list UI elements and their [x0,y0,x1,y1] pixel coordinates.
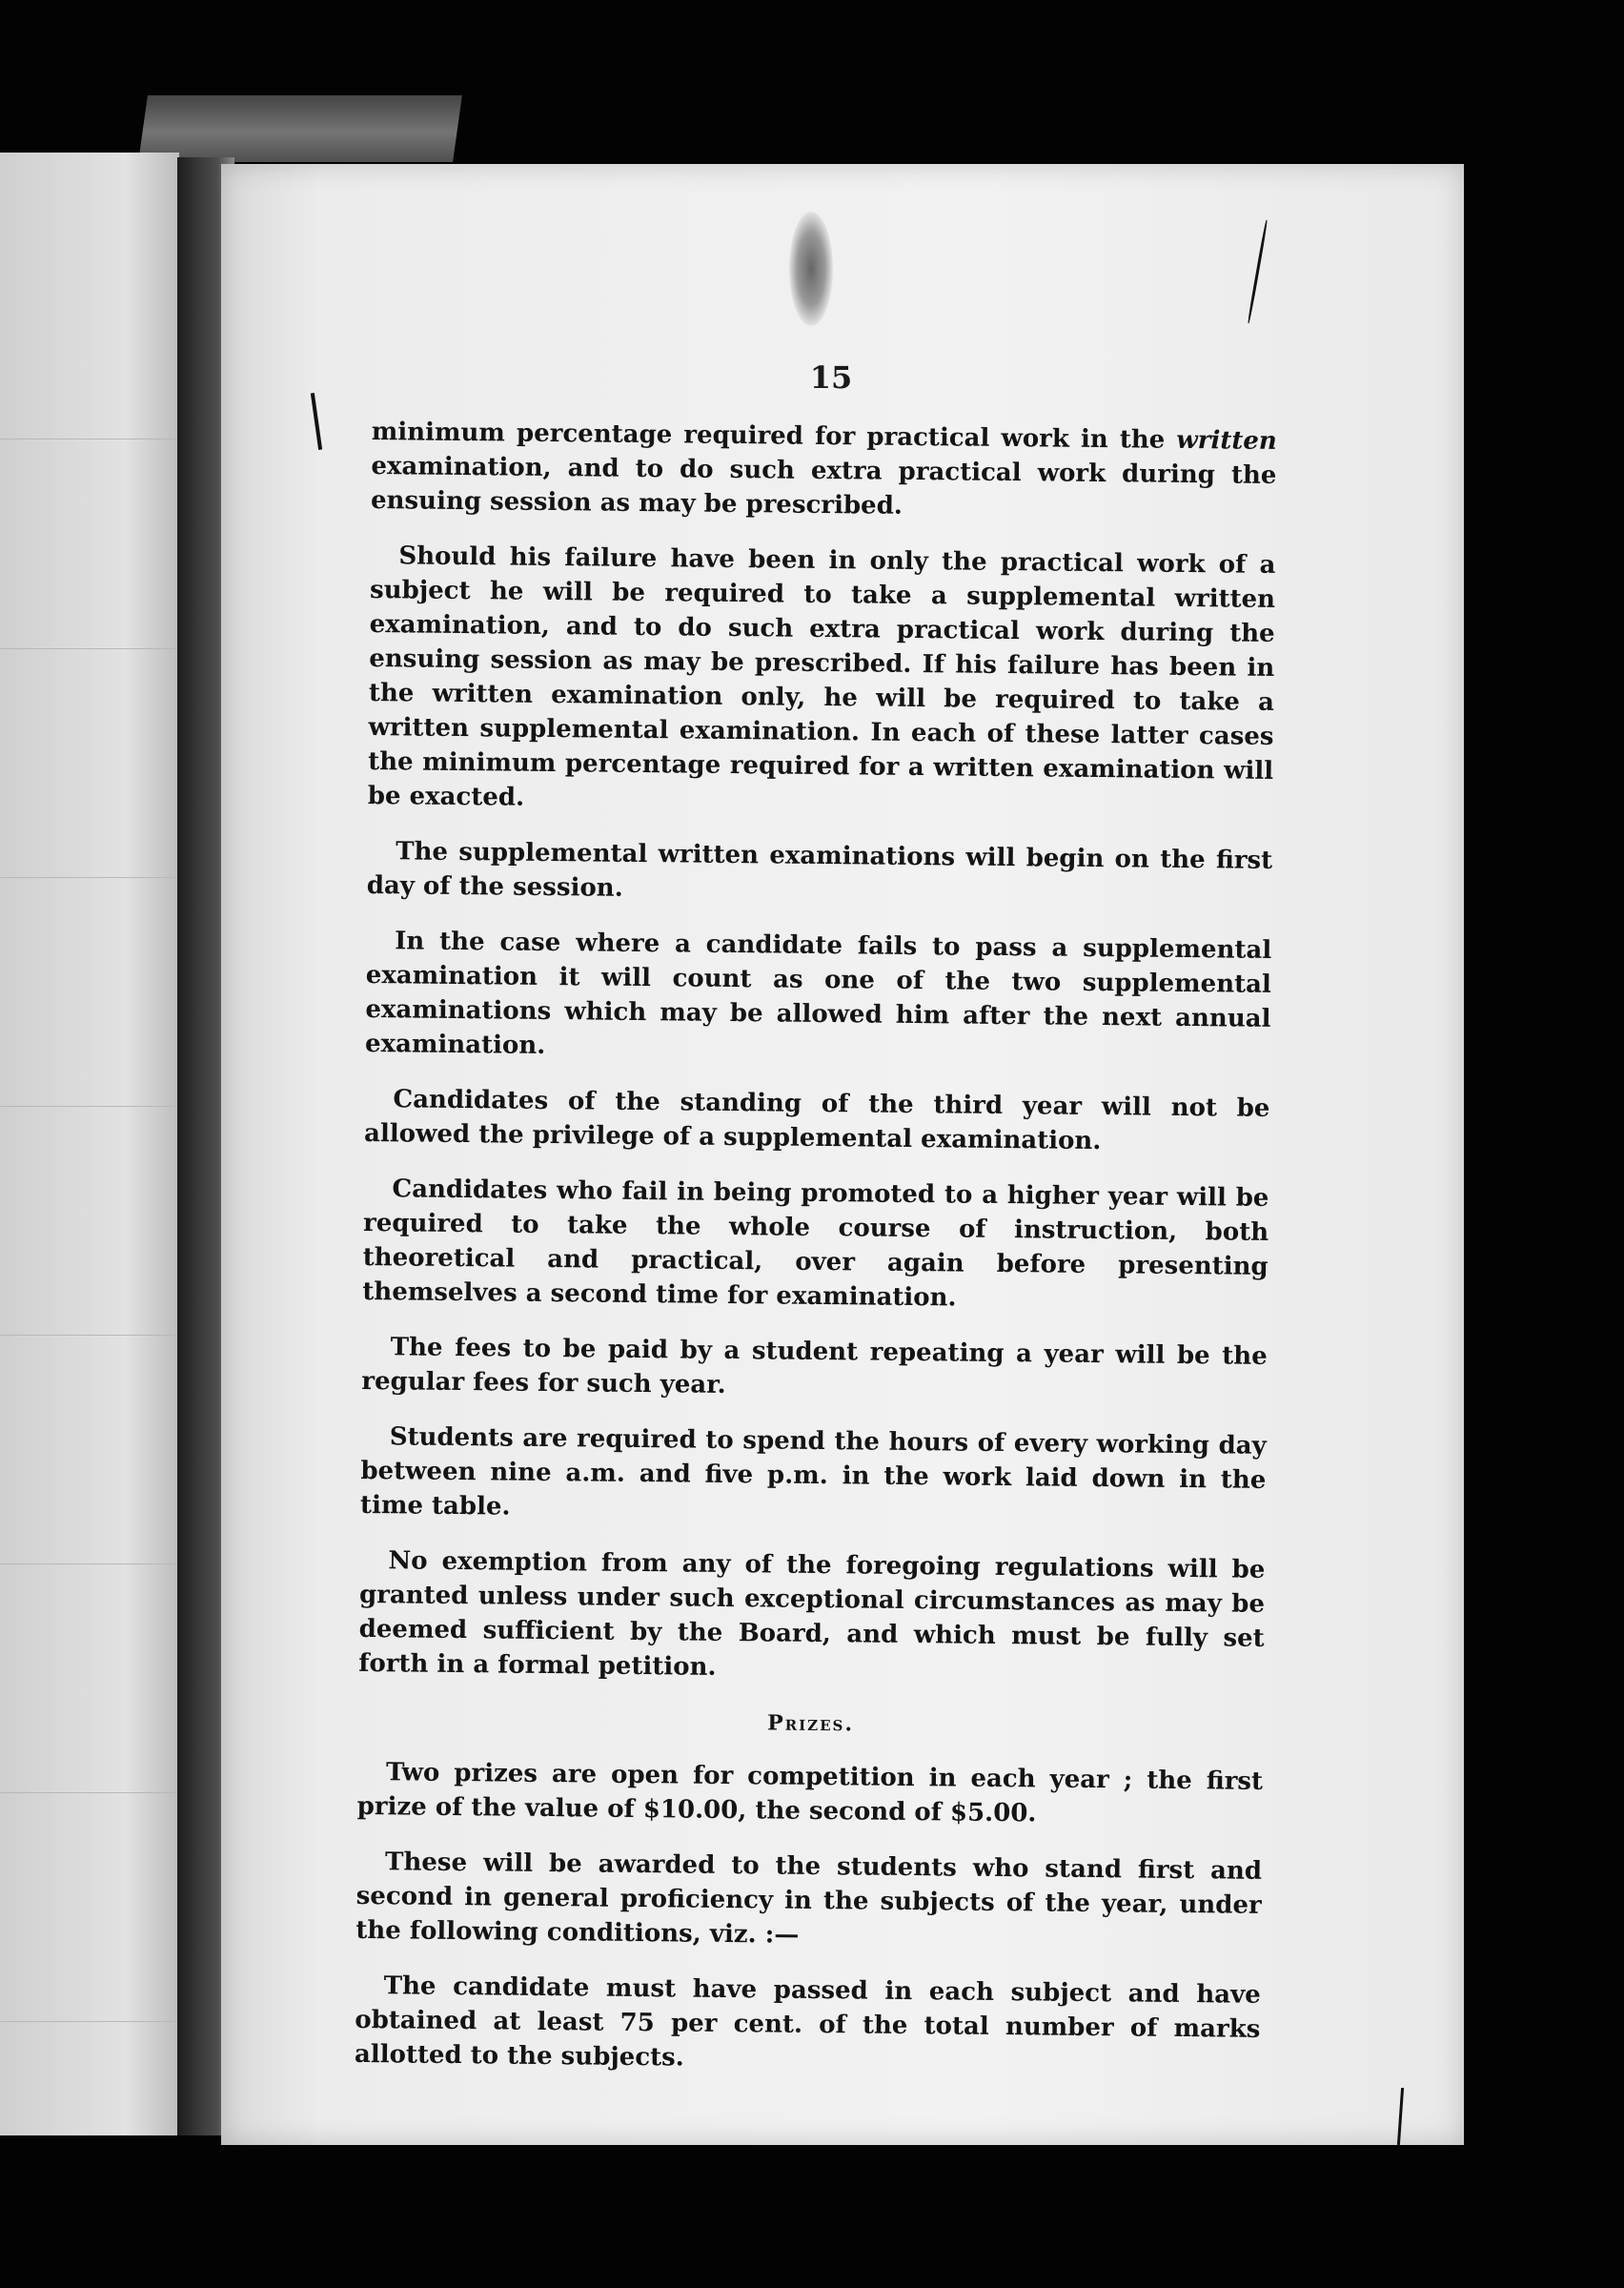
paragraph: These will be awarded to the students who stand first and second in general proficiency in the subjects of the year, under the following conditions, viz. :— [355,1848,1263,1950]
paragraph: No exemption from any of the foregoing regulations will be granted unless under such exceptional circumstances as may be deemed sufficient by the Board, and which must be fully set forth in a formal petition. [358,1546,1266,1682]
paragraph: The supplemental written examinations will begin on the first day of the session. [366,837,1273,903]
paragraph-text: minimum percentage required for practical work in the [371,417,1177,455]
paragraph: Candidates of the standing of the third year will not be allowed the privilege of a supplemental examination. [363,1085,1270,1156]
left-page-rule [0,877,179,878]
paragraph: Two prizes are open for competition in each year ; the first prize of the value of $10.00, the second of $5.00. [356,1758,1264,1828]
paragraph: Candidates who fail in being promoted to a higher year will be required to take the whole course of instruction, both theoretical and practical, over again before presenting themselves a second time for examination. [362,1175,1269,1313]
left-page-rule [0,1792,179,1793]
paragraph: The candidate must have passed in each subject and have obtained at least 75 per cent. of the total number of marks allotted to the subjects. [354,1971,1261,2073]
left-page-rule [0,1335,179,1336]
paragraph: The fees to be paid by a student repeating a year will be the regular fees for such year. [361,1333,1268,1399]
section-heading: Prizes. [767,1710,855,1737]
paragraph: Students are required to spend the hours of every working day between nine a.m. and five p.m. in the work laid down in the time table. [359,1422,1267,1522]
top-paper-scrap [138,95,462,162]
paragraph [371,415,1277,527]
left-page-rule [0,1106,179,1107]
italic-word: written [1176,425,1277,456]
paragraph: In the case where a candidate fails to pass a supplemental examination it will count as one of the two supplemental examinations which may be allowed him after the next annual examination. [364,927,1272,1060]
left-page-rule [0,1563,179,1564]
paragraph: Should his failure have been in only the practical work of a subject he will be required to take a supplemental written examination, and to do such extra practical work during the ensuing session as may be prescribed. If his failure has been in the written examination only, he will be required to take a written supplemental examination. In each of these latter cases the minimum percentage required for a written examination will be exacted. [367,541,1276,812]
left-page-rule [0,648,179,649]
left-page-rule [0,2021,179,2022]
paragraph-text: examination, and to do such extra practical work during the ensuing session as may be prescribed. [370,451,1277,521]
left-facing-page [0,153,179,2135]
page-number: 15 [809,359,853,396]
ink-smudge [789,212,833,326]
page-body [355,415,1277,2102]
